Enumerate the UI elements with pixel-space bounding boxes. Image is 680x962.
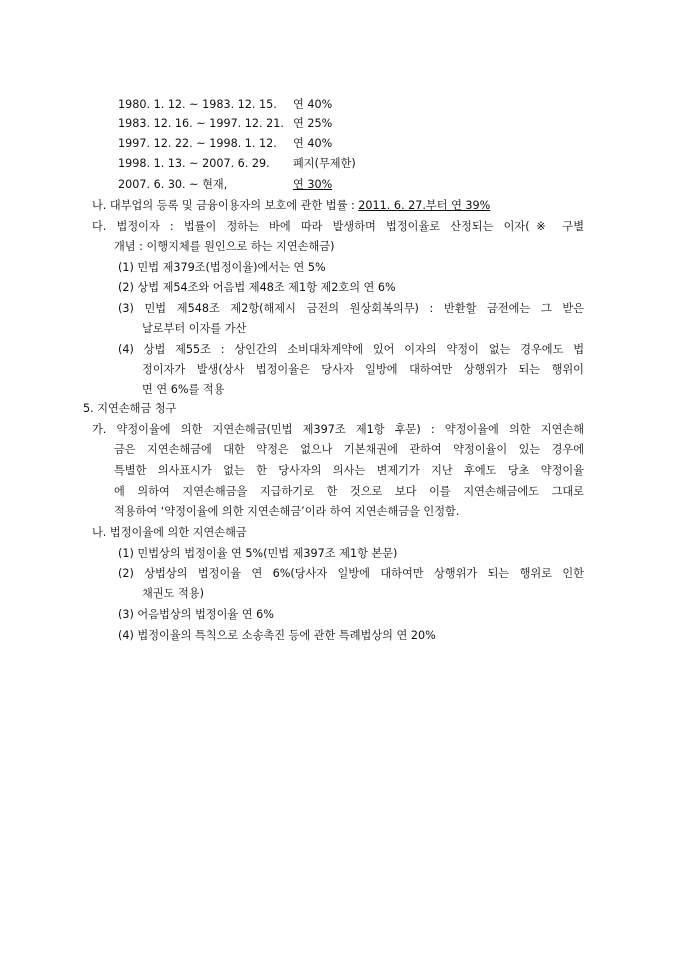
- rate-history-row-current: [118, 176, 332, 196]
- rate-value: 연 40%: [293, 137, 333, 150]
- item-na-lending-law: [92, 197, 490, 217]
- item-da-line2: 개념 : 이행지체를 원인으로 하는 지연손해금): [114, 240, 335, 253]
- da-sub-4-line2: 정이자가 발생(상사 법정이율은 당사자 일방에 대하여만 상행위가 되는 행위이: [142, 363, 584, 376]
- sec5-na-sub-4: (4) 법정이율의 특칙으로 소송촉진 등에 관한 특례법상의 연 20%: [118, 629, 436, 642]
- sec5-ga-line5: 적용하여 ‘약정이율에 의한 지연손해금’이라 하여 지연손해금을 인정함.: [114, 505, 460, 518]
- sec5-na-sub-3: (3) 어음법상의 법정이율 연 6%: [118, 608, 274, 621]
- da-sub-2: (2) 상법 제54조와 어음법 제48조 제1항 제2호의 연 6%: [118, 281, 396, 294]
- sec5-ga-line3: 특별한 의사표시가 없는 한 당사자의 의사는 변제기가 지난 후에도 당초 약정이율: [114, 464, 584, 477]
- sec5-na-sub-2-line1: (2) 상법상의 법정이율 연 6%(당사자 일방에 대하여만 상행위가 되는 행위로 인한: [118, 567, 584, 580]
- rate-value: 연 30%: [293, 178, 333, 191]
- sec5-ga-line1: 가. 약정이율에 의한 지연손해금(민법 제397조 제1항 후문) : 약정이율에 의한 지연손해: [92, 423, 584, 436]
- da-sub-3-line1: (3) 민법 제548조 제2항(해제시 금전의 원상회복의무) : 반환할 금전에는 그 받은: [118, 302, 584, 315]
- sec5-na-sub-1: (1) 민법상의 법정이율 연 5%(민법 제397조 제1항 본문): [118, 547, 398, 560]
- rate-period: 2007. 6. 30. ~ 현재,: [118, 178, 228, 191]
- da-sub-1: (1) 민법 제379조(법정이율)에서는 연 5%: [118, 261, 326, 274]
- sec5-ga-line4: 에 의하여 지연손해금을 지급하기로 한 것으로 보다 이를 지연손해금에도 그대로: [114, 485, 584, 498]
- da-sub-3-line2: 날로부터 이자를 가산: [142, 322, 247, 335]
- rate-history-row: [118, 96, 332, 116]
- da-sub-4-line3: 면 연 6%를 적용: [142, 383, 225, 396]
- da-sub-4-line1: (4) 상법 제55조 : 상인간의 소비대차계약에 있어 이자의 약정이 없는 경우에도 법: [118, 343, 584, 356]
- rate-value: 폐지(무제한): [293, 157, 356, 170]
- rate-value: 연 40%: [293, 98, 333, 111]
- rate-history-row: [118, 155, 356, 175]
- item-na-rate-underlined: 2011. 6. 27.부터 연 39%: [358, 199, 491, 212]
- item-da-line1: 다. 법정이자 : 법률이 정하는 바에 따라 발생하며 법정이율로 산정되는 이자(※ 구별: [92, 220, 584, 233]
- rate-period: 1980. 1. 12. ~ 1983. 12. 15.: [118, 98, 277, 111]
- rate-value: 연 25%: [293, 117, 333, 130]
- sec5-na-sub-2-line2: 채권도 적용): [142, 587, 204, 600]
- rate-period: 1998. 1. 13. ~ 2007. 6. 29.: [118, 157, 270, 170]
- item-na-text: 나. 대부업의 등록 및 금융이용자의 보호에 관한 법률 :: [92, 199, 359, 212]
- section-5-title: 5. 지연손해금 청구: [83, 402, 177, 415]
- sec5-ga-line2: 금은 지연손해금에 대한 약정은 없으나 기본채권에 관하여 약정이율이 있는 경우에: [114, 443, 584, 456]
- rate-period: 1983. 12. 16. ~ 1997. 12. 21.: [118, 117, 284, 130]
- rate-history-row: [118, 115, 332, 135]
- sec5-na-title: 나. 법정이율에 의한 지연손해금: [92, 526, 247, 539]
- rate-period: 1997. 12. 22. ~ 1998. 1. 12.: [118, 137, 277, 150]
- rate-history-row: [118, 135, 332, 155]
